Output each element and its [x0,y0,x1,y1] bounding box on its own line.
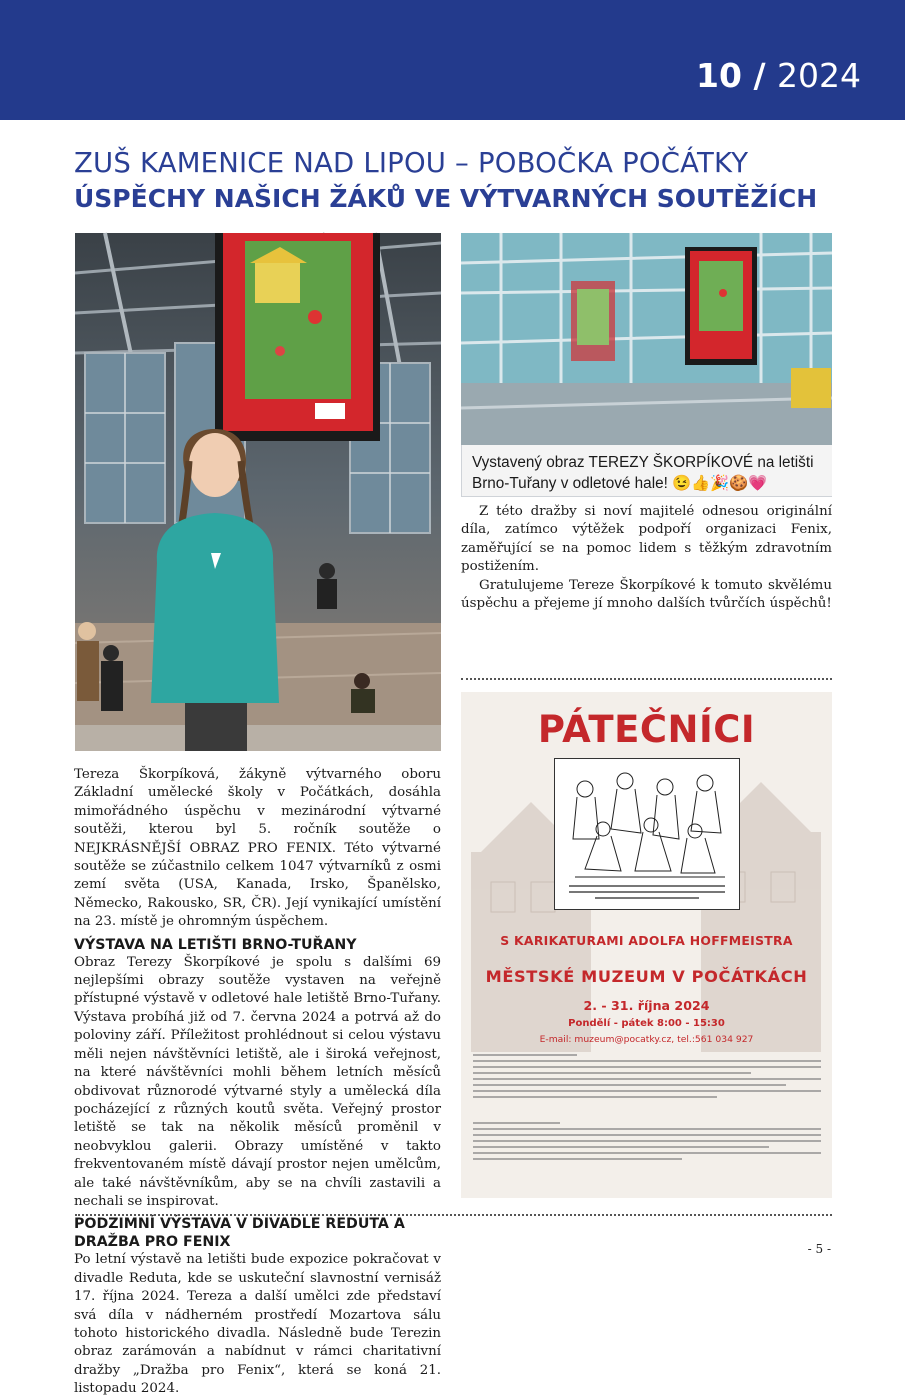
airport-photo [461,233,832,445]
column-divider [461,678,832,680]
exhibition-poster [461,692,832,1198]
poster-fine-print-2 [473,1122,821,1164]
section2-paragraph-3: Gratulujeme Tereze Škorpíkové k tomuto skvělému úspěchu a přejeme jí mnoho dalších tvůrčích úspěchů! [461,577,832,612]
poster-title: PÁTEČNÍCI [537,708,756,751]
section1-heading: VÝSTAVA NA LETIŠTI BRNO-TUŘANY [74,936,357,953]
bottom-divider [75,1214,832,1216]
left-text-column [74,766,441,1399]
poster-fine-print [473,1054,821,1102]
issue-label [696,56,861,96]
caricature-sketch [554,758,740,910]
student-photo-illustration [75,233,441,751]
header-bar [0,0,905,120]
page-number: - 5 - [807,1242,831,1256]
issue-year: 2024 [777,56,861,95]
section1-paragraph: Obraz Terezy Škorpíkové je spolu s dalšími 69 nejlepšími obrazy soutěže vystaven na veřejně přístupné výstavě v odletové hale letiště Brno-Tuřany. Výstava probíhá již od 7. června 2024 a potrvá až do poloviny září. Příležitost prohlédnout si celou výstavu měli nejen návštěvníci letiště, ale i široká veřejnost, na které návštěvníci mohli během letních měsíců obdivovat různorodé výtvarné styly a umělecká díla pocházející z různých koutů světa. Veřejný prostor letiště se tak na několik měsíců proměnil v neobvyklou galerii. Obrazy umístěné v takto frekventovaném místě dávají prostor nejen umělcům, ale také návštěvníkům, aby se na chvíli zastavili a nechali se inspirovat. [74,954,441,1209]
section2-paragraph: Po letní výstavě na letišti bude expozice pokračovat v divadle Reduta, kde se uskuteční slavnostní vernisáž 17. října 2024. Tereza a další umělci zde představí svá díla v nádherném prostředí Mozartova sálu tohoto historického divadla. Následně bude Terezin obraz zarámován a nabídnut v rámci charitativní dražby „Dražba pro Fenix“, která se koná 21. listopadu 2024. [74,1252,441,1397]
caricature-drawing [555,759,739,909]
article-title: ZUŠ KAMENICE NAD LIPOU – POBOČKA POČÁTKY [74,147,749,179]
issue-slash: / [741,56,778,95]
poster-contact: E-mail: muzeum@pocatky.cz, tel.:561 034 927 [539,1034,754,1045]
section2-paragraph-2: Z této dražby si noví majitelé odnesou originální díla, zatímco výtěžek podpoří organizaci Fenix, zaměřující se na pomoc lidem s těžkým zdravotním postižením. [461,504,832,575]
photo-caption [461,445,832,497]
poster-subtitle: S KARIKATURAMI ADOLFA HOFFMEISTRA [500,933,793,948]
poster-museum: MĚSTSKÉ MUZEUM V POČÁTKÁCH [485,967,808,986]
poster-dates: 2. - 31. října 2024 [583,998,710,1013]
section2-heading: PODZIMNÍ VÝSTAVA V DIVADLE REDUTA A DRAŽBA PRO FENIX [74,1216,405,1251]
airport-photo-illustration [461,233,832,445]
intro-paragraph: Tereza Škorpíková, žákyně výtvarného oboru Základní umělecké školy v Počátkách, dosáhla mimořádného úspěchu v mezinárodní výtvarné soutěži, kterou byl 5. ročník soutěže o NEJKRÁSNĚJŠÍ OBRAZ PRO FENIX. Této výtvarné soutěže se zúčastnilo celkem 1047 výtvarníků z osmi zemí světa (USA, Kanada, Irsko, Španělsko, Německo, Rakousko, SR, ČR). Její vynikající umístění na 23. místě je ohromným úspěchem. [74,767,441,930]
article-subtitle: ÚSPĚCHY NAŠICH ŽÁKŮ VE VÝTVARNÝCH SOUTĚŽÍCH [74,184,818,213]
photo-caption-line1: Vystavený obraz TEREZY ŠKORPÍKOVÉ na letišti [472,454,814,471]
student-photo [75,233,441,751]
poster-hours: Pondělí - pátek 8:00 - 15:30 [568,1018,725,1029]
right-text-column [461,503,832,613]
issue-number: 10 [696,56,742,95]
photo-caption-line2: Brno-Tuřany v odletové hale! 😉👍🎉🍪💗 [472,475,768,492]
